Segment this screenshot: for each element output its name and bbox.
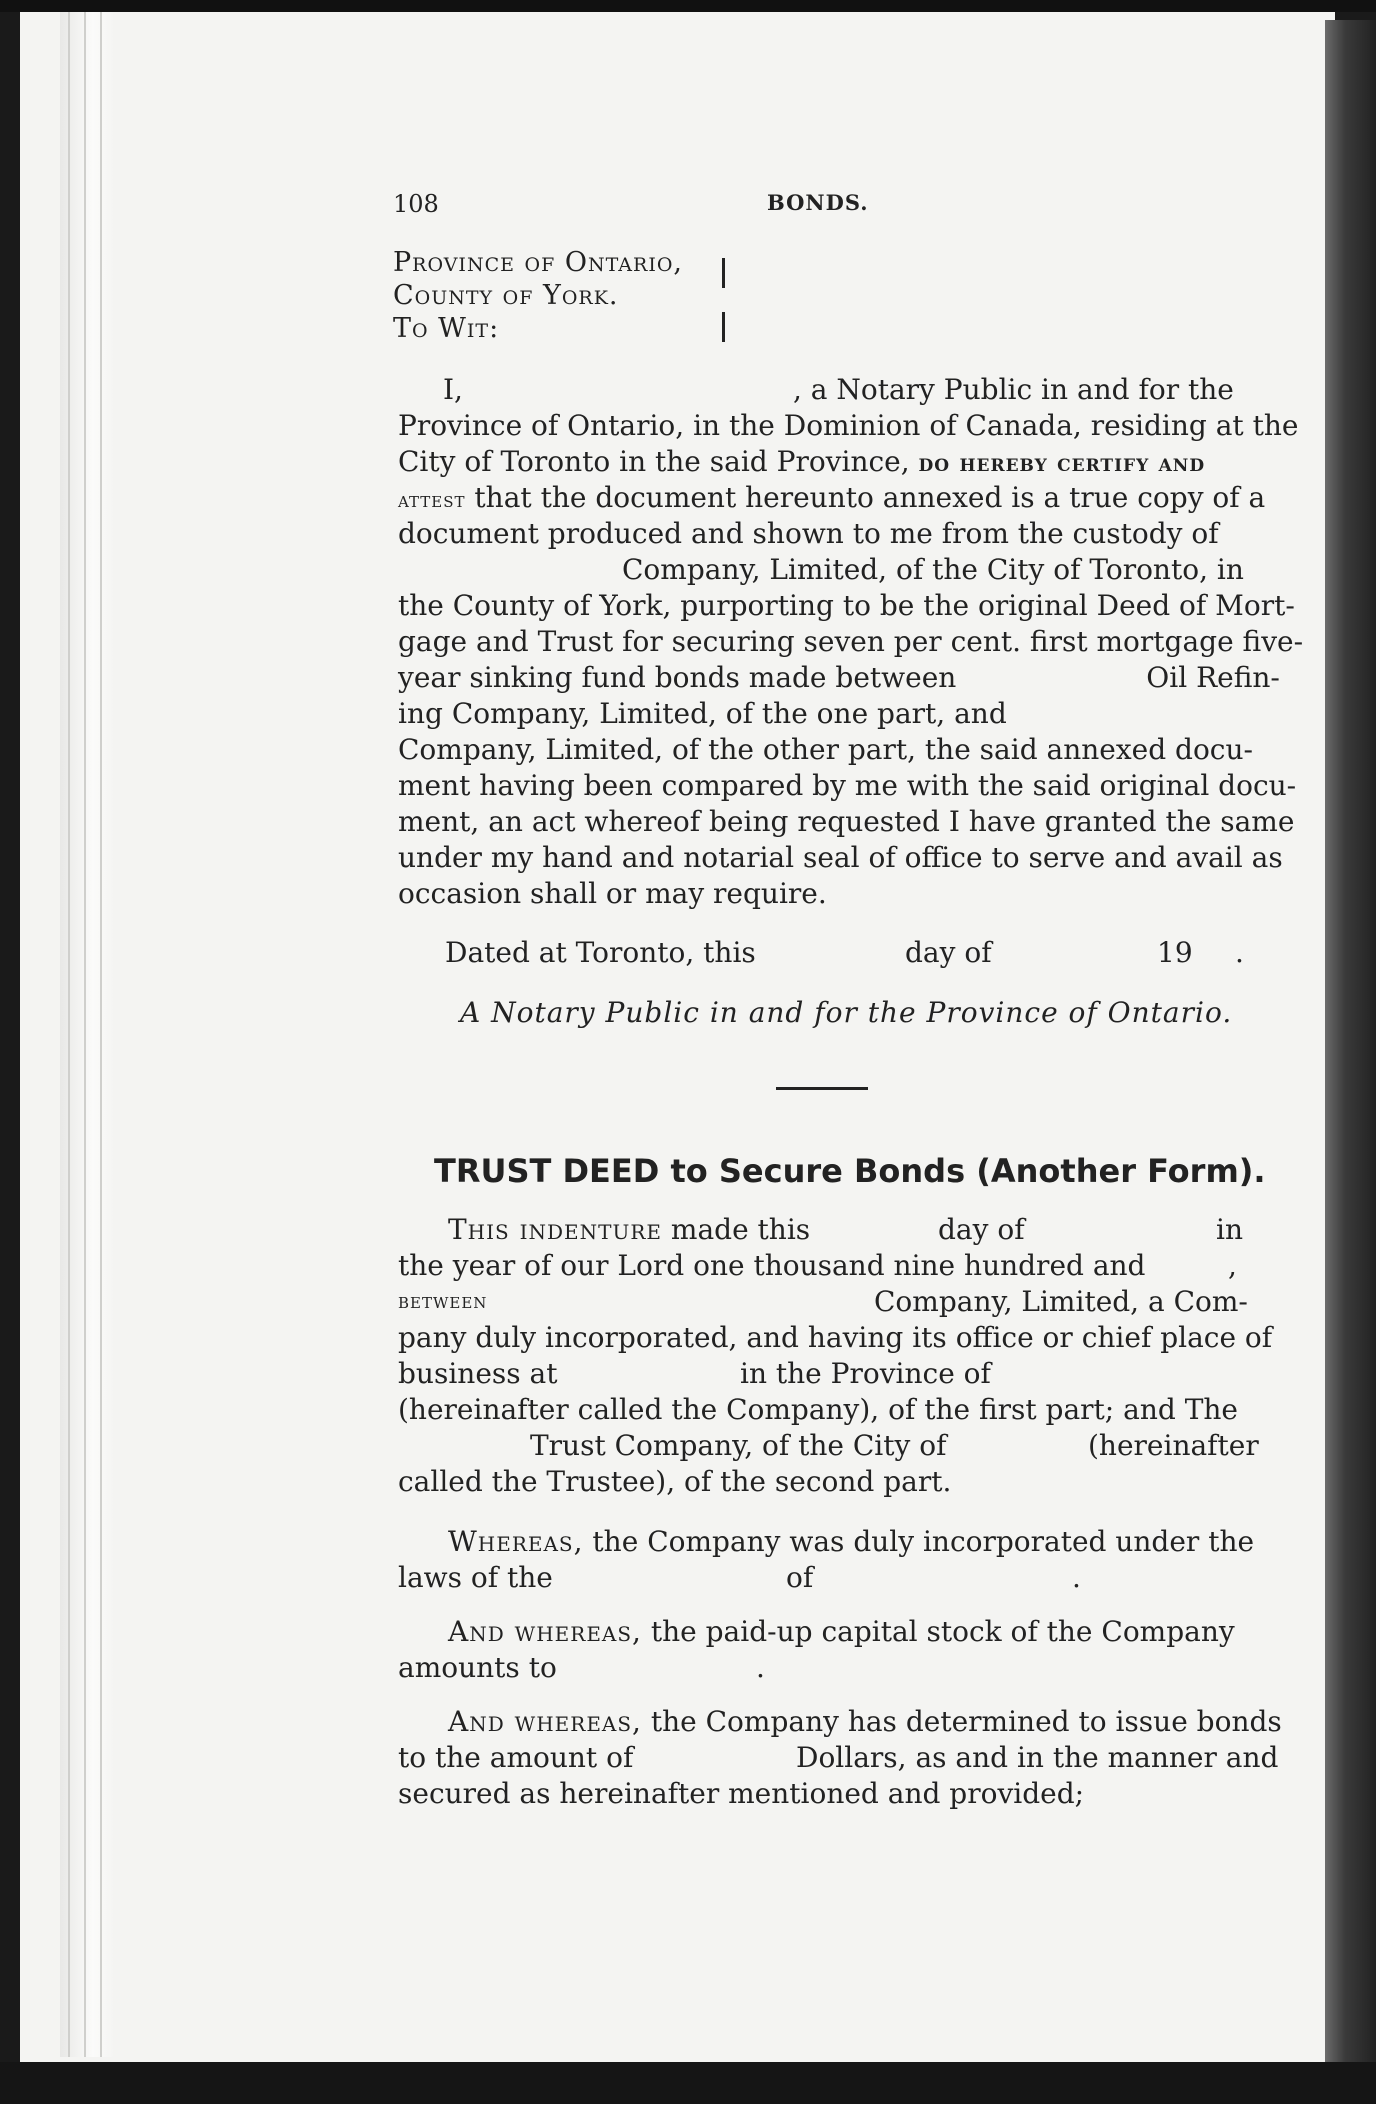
text-line: document produced and shown to me from the custody of <box>398 517 1219 550</box>
page-number: 108 <box>393 190 439 218</box>
scan-bottom-border <box>0 2062 1376 2104</box>
section-divider <box>776 1087 868 1090</box>
text-line: gage and Trust for securing seven per cent. first mortgage five- <box>398 625 1304 658</box>
deed-opening <box>398 1212 1273 1500</box>
dated-day-of: day of <box>905 936 992 969</box>
dated-prefix: Dated at Toronto, this <box>445 936 756 969</box>
whereas-clause-1 <box>398 1524 1255 1596</box>
notary-certificate <box>398 372 1304 912</box>
text-line: amounts to . <box>398 1651 765 1684</box>
text-line: the County of York, purporting to be the original Deed of Mort- <box>398 589 1295 622</box>
venue-to-wit: To Wit: <box>393 313 500 344</box>
text-line: ment, an act whereof being requested I have granted the same <box>398 805 1295 838</box>
venue-province: Province of Ontario, <box>393 247 683 278</box>
whereas-clause-2 <box>398 1614 1242 1686</box>
text-line: This indenture made this day of in <box>448 1213 1243 1246</box>
text-line: business at in the Province of <box>398 1357 991 1390</box>
section-title: TRUST DEED to Secure Bonds (Another Form). <box>434 1152 1266 1190</box>
text-line: pany duly incorporated, and having its office or chief place of <box>398 1321 1273 1354</box>
text-line: under my hand and notarial seal of office to serve and avail as <box>398 841 1283 874</box>
whereas-clause-3 <box>398 1704 1282 1812</box>
text-line: And whereas, the Company has determined to issue bonds <box>448 1705 1282 1738</box>
text-line: Province of Ontario, in the Dominion of Canada, residing at the <box>398 409 1299 442</box>
text-line: the year of our Lord one thousand nine hundred and , <box>398 1249 1237 1282</box>
text-line: And whereas, the paid-up capital stock of the Company <box>448 1615 1235 1648</box>
venue-block <box>393 246 683 345</box>
venue-bracket <box>722 258 725 350</box>
text-line: laws of the of . <box>398 1561 1081 1594</box>
notary-signature-line: A Notary Public in and for the Province of Ontario. <box>460 996 1233 1029</box>
dated-end: . <box>1235 936 1244 969</box>
text-line: Trust Company, of the City of (hereinafter <box>530 1429 1259 1462</box>
page-right-shadow <box>1325 20 1376 2104</box>
text-line: City of Toronto in the said Province, do hereby certify and <box>398 445 1206 478</box>
running-head: BONDS. <box>767 190 869 215</box>
text-line: occasion shall or may require. <box>398 877 827 910</box>
scan-top-border <box>0 0 1376 12</box>
text-line: I, , a Notary Public in and for the <box>443 373 1234 406</box>
text-line: ment having been compared by me with the said original docu- <box>398 769 1297 802</box>
text-line: Company, Limited, of the other part, the said annexed docu- <box>398 733 1253 766</box>
text-line: Company, Limited, of the City of Toronto, in <box>622 553 1244 586</box>
dated-year: 19 <box>1157 936 1193 969</box>
venue-county: County of York. <box>393 280 619 311</box>
page-edge-line <box>84 12 86 2057</box>
text-line: called the Trustee), of the second part. <box>398 1465 952 1498</box>
text-line: Whereas, the Company was duly incorporated under the <box>448 1525 1255 1558</box>
text-line: ing Company, Limited, of the one part, and <box>398 697 1007 730</box>
text-line: to the amount of Dollars, as and in the manner and <box>398 1741 1279 1774</box>
text-line: year sinking fund bonds made between Oil Refin- <box>398 661 1280 694</box>
page-edge-line <box>100 12 102 2057</box>
text-line: secured as hereinafter mentioned and provided; <box>398 1777 1085 1810</box>
text-line: (hereinafter called the Company), of the first part; and The <box>398 1393 1238 1426</box>
text-line: attest that the document hereunto annexed is a true copy of a <box>398 481 1266 514</box>
text-line: between Company, Limited, a Com- <box>398 1285 1248 1318</box>
page-edge-line <box>68 12 70 2057</box>
